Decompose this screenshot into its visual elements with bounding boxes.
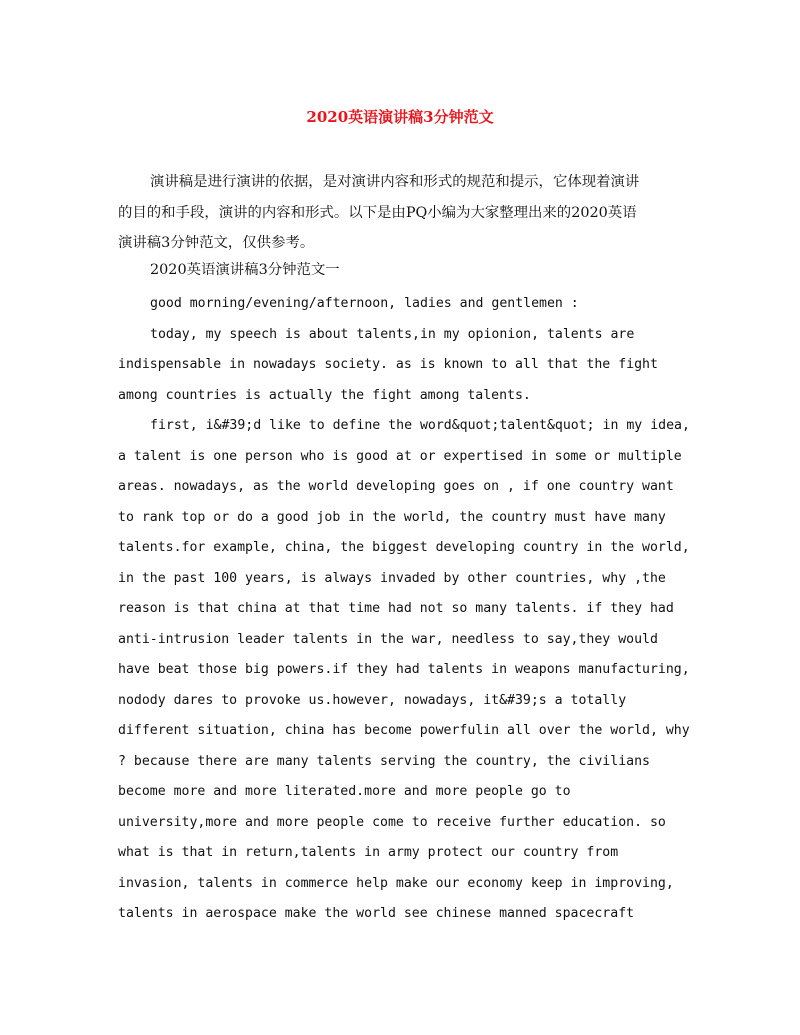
body-line: reason is that china at that time had not so many talents. if they had — [118, 601, 674, 616]
body-line: nodody dares to provoke us.however, nowadays, it&#39;s a totally — [118, 692, 627, 708]
intro-line: 的目的和手段，演讲的内容和形式。以下是由PQ小编为大家整理出来的2020英语 — [118, 204, 637, 221]
body-line: to rank top or do a good job in the world, the country must have many — [118, 509, 666, 525]
document-title: 2020英语演讲稿3分钟范文 — [306, 108, 494, 126]
body-line: ? because there are many talents serving the country, the civilians — [118, 753, 650, 769]
body-line: university,more and more people come to receive further education. so — [118, 814, 666, 830]
body-line: have beat those big powers.if they had talents in weapons manufacturing, — [118, 662, 690, 677]
speech-body — [118, 289, 698, 930]
section-heading: 2020英语演讲稿3分钟范文一 — [150, 262, 340, 278]
body-line: become more and more literated.more and more people go to — [118, 784, 571, 799]
body-line: talents in aerospace make the world see chinese manned spacecraft — [118, 906, 635, 921]
intro-line: 演讲稿是进行演讲的依据，是对演讲内容和形式的规范和提示，它体现着演讲 — [150, 174, 640, 190]
body-line: today, my speech is about talents,in my opionion, talents are — [150, 326, 635, 342]
body-line: talents.for example, china, the biggest developing country in the world, — [118, 540, 690, 555]
body-line: areas. nowadays, as the world developing goes on , if one country want — [118, 479, 674, 494]
body-line: a talent is one person who is good at or expertised in some or multiple — [118, 448, 682, 464]
body-line: good morning/evening/afternoon, ladies and gentlemen : — [150, 296, 579, 311]
body-line: among countries is actually the fight among talents. — [118, 387, 531, 403]
body-line: anti-intrusion leader talents in the war, needless to say,they would — [118, 631, 658, 647]
intro-paragraph — [118, 167, 698, 259]
body-line: indispensable in nowadays society. as is known to all that the fight — [118, 357, 658, 372]
body-line: in the past 100 years, is always invaded by other countries, why ,the — [118, 570, 666, 586]
body-line: first, i&#39;d like to define the word&quot;talent&quot; in my idea, — [150, 418, 690, 433]
intro-line: 演讲稿3分钟范文，仅供参考。 — [118, 235, 315, 251]
body-line: different situation, china has become powerfulin all over the world, why — [118, 723, 690, 738]
body-line: what is that in return,talents in army protect our country from — [118, 845, 619, 860]
body-line: invasion, talents in commerce help make our economy keep in improving, — [118, 875, 674, 891]
